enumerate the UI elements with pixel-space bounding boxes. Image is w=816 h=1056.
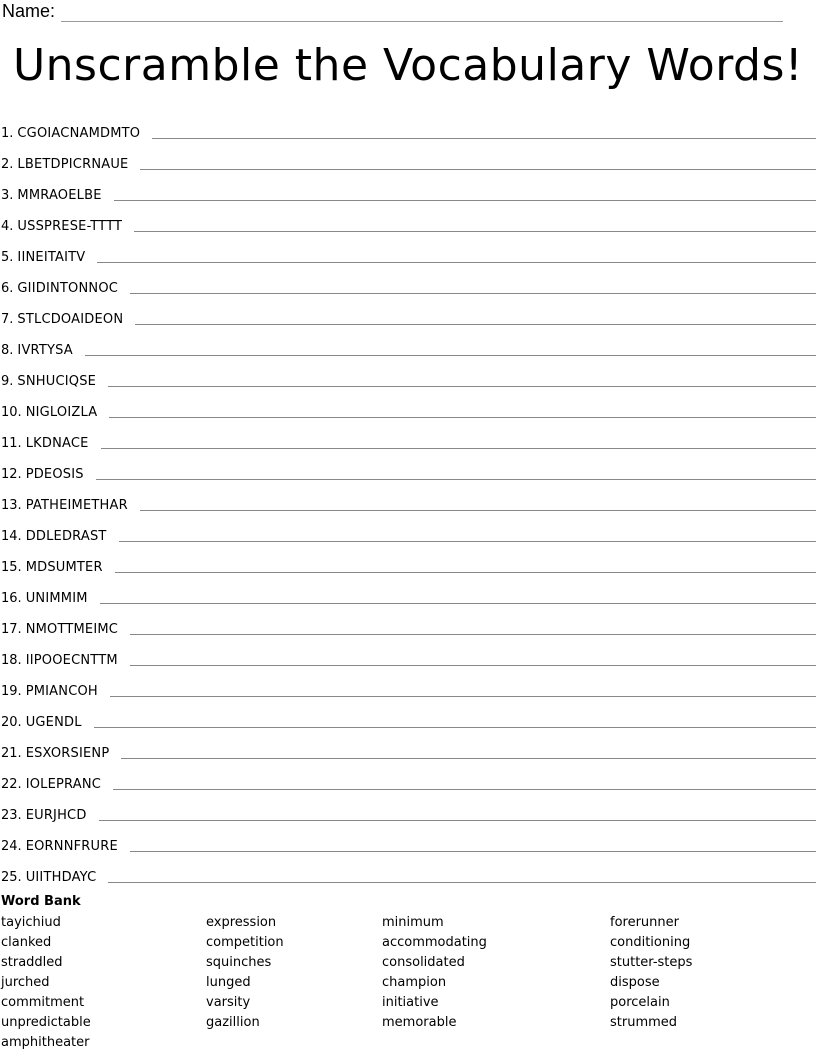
scramble-item: [0, 730, 816, 761]
worksheet-title: Unscramble the Vocabulary Words!: [12, 40, 804, 91]
item-number: 15.: [1, 560, 22, 575]
word-bank-column-1: [1, 913, 91, 1053]
scrambled-word: LBETDPICRNAUE: [17, 157, 129, 172]
item-number: 10.: [1, 405, 22, 420]
item-number: 13.: [1, 498, 22, 513]
scrambled-word: PATHEIMETHAR: [25, 498, 128, 513]
scramble-item: [0, 544, 816, 575]
word-bank-word: conditioning: [610, 935, 691, 950]
item-number: 11.: [1, 436, 22, 451]
scrambled-word: UNIMMIM: [25, 591, 88, 606]
scramble-item: [0, 327, 816, 358]
scrambled-word-list: [0, 110, 816, 885]
word-bank-word: competition: [206, 935, 284, 950]
item-number: 12.: [1, 467, 22, 482]
scramble-item: [0, 854, 816, 885]
word-bank-word: strummed: [610, 1015, 678, 1030]
scramble-item: [0, 637, 816, 668]
word-bank-word: champion: [382, 975, 447, 990]
scramble-item: [0, 792, 816, 823]
scrambled-word: NMOTTMEIMC: [25, 622, 119, 637]
item-number: 4.: [1, 219, 14, 234]
name-field-row: [2, 0, 792, 22]
item-number: 19.: [1, 684, 22, 699]
scrambled-word: ESXORSIENP: [25, 746, 110, 761]
word-bank-word: clanked: [1, 935, 52, 950]
item-number: 8.: [1, 343, 14, 358]
scramble-item: [0, 234, 816, 265]
scrambled-word: GIIDINTONNOC: [17, 281, 119, 296]
scrambled-word: IOLEPRANC: [25, 777, 102, 792]
scrambled-word: DDLEDRAST: [25, 529, 107, 544]
answer-line[interactable]: [108, 374, 816, 387]
item-number: 16.: [1, 591, 22, 606]
scramble-item: [0, 265, 816, 296]
scramble-item: [0, 203, 816, 234]
word-bank-column-4: [610, 913, 692, 1033]
word-bank-word: lunged: [206, 975, 251, 990]
word-bank-word: gazillion: [206, 1015, 260, 1030]
word-bank-word: varsity: [206, 995, 251, 1010]
word-bank-word: squinches: [206, 955, 272, 970]
item-number: 6.: [1, 281, 14, 296]
answer-line[interactable]: [114, 188, 816, 201]
answer-line[interactable]: [134, 219, 816, 232]
word-bank-word: consolidated: [382, 955, 465, 970]
word-bank-word: unpredictable: [1, 1015, 91, 1030]
word-bank-word: jurched: [1, 975, 50, 990]
answer-line[interactable]: [100, 591, 816, 604]
answer-line[interactable]: [97, 250, 816, 263]
word-bank-word: memorable: [382, 1015, 457, 1030]
scramble-item: [0, 420, 816, 451]
scramble-item: [0, 513, 816, 544]
answer-line[interactable]: [130, 281, 816, 294]
scrambled-word: PDEOSIS: [25, 467, 84, 482]
answer-line[interactable]: [110, 684, 816, 697]
word-bank-word: porcelain: [610, 995, 670, 1010]
scrambled-word: MDSUMTER: [25, 560, 103, 575]
answer-line[interactable]: [140, 498, 816, 511]
answer-line[interactable]: [121, 746, 816, 759]
word-bank-word: minimum: [382, 915, 444, 930]
item-number: 23.: [1, 808, 22, 823]
scramble-item: [0, 358, 816, 389]
scrambled-word: CGOIACNAMDMTO: [17, 126, 141, 141]
word-bank-word: commitment: [1, 995, 85, 1010]
answer-line[interactable]: [113, 777, 816, 790]
scramble-item: [0, 451, 816, 482]
item-number: 2.: [1, 157, 14, 172]
word-bank-title: Word Bank: [1, 894, 81, 909]
answer-line[interactable]: [94, 715, 816, 728]
scrambled-word: IVRTYSA: [17, 343, 73, 358]
scramble-item: [0, 699, 816, 730]
answer-line[interactable]: [140, 157, 816, 170]
item-number: 7.: [1, 312, 14, 327]
word-bank-column-2: [206, 913, 284, 1033]
scramble-item: [0, 482, 816, 513]
scrambled-word: NIGLOIZLA: [25, 405, 98, 420]
item-number: 20.: [1, 715, 22, 730]
word-bank-word: straddled: [1, 955, 63, 970]
item-number: 21.: [1, 746, 22, 761]
scrambled-word: STLCDOAIDEON: [17, 312, 124, 327]
item-number: 14.: [1, 529, 22, 544]
answer-line[interactable]: [130, 622, 816, 635]
answer-line[interactable]: [108, 870, 816, 883]
scrambled-word: EORNNFRURE: [25, 839, 118, 854]
word-bank-word: stutter-steps: [610, 955, 693, 970]
answer-line[interactable]: [99, 808, 816, 821]
scramble-item: [0, 606, 816, 637]
scrambled-word: IIPOOECNTTM: [25, 653, 118, 668]
item-number: 18.: [1, 653, 22, 668]
answer-line[interactable]: [115, 560, 816, 573]
word-bank-word: expression: [206, 915, 277, 930]
answer-line[interactable]: [152, 126, 816, 139]
scramble-item: [0, 389, 816, 420]
scramble-item: [0, 141, 816, 172]
scrambled-word: LKDNACE: [25, 436, 89, 451]
answer-line[interactable]: [119, 529, 816, 542]
item-number: 5.: [1, 250, 14, 265]
scrambled-word: SNHUCIQSE: [17, 374, 97, 389]
word-bank-word: initiative: [382, 995, 439, 1010]
answer-line[interactable]: [109, 405, 816, 418]
scrambled-word: PMIANCOH: [25, 684, 98, 699]
scramble-item: [0, 296, 816, 327]
item-number: 1.: [1, 126, 14, 141]
answer-line[interactable]: [130, 653, 816, 666]
item-number: 3.: [1, 188, 14, 203]
scramble-item: [0, 172, 816, 203]
word-bank-word: accommodating: [382, 935, 487, 950]
item-number: 25.: [1, 870, 22, 885]
answer-line[interactable]: [135, 312, 816, 325]
answer-line[interactable]: [96, 467, 816, 480]
answer-line[interactable]: [101, 436, 816, 449]
answer-line[interactable]: [130, 839, 816, 852]
word-bank-word: amphitheater: [1, 1035, 90, 1050]
scrambled-word: IINEITAITV: [17, 250, 86, 265]
scrambled-word: USSPRESE-TTTT: [17, 219, 123, 234]
scrambled-word: EURJHCD: [25, 808, 87, 823]
scrambled-word: UIITHDAYC: [25, 870, 97, 885]
item-number: 22.: [1, 777, 22, 792]
word-bank-word: forerunner: [610, 915, 679, 930]
scramble-item: [0, 668, 816, 699]
item-number: 17.: [1, 622, 22, 637]
scrambled-word: MMRAOELBE: [17, 188, 102, 203]
word-bank-column-3: [382, 913, 487, 1033]
item-number: 9.: [1, 374, 14, 389]
scramble-item: [0, 110, 816, 141]
word-bank-word: dispose: [610, 975, 660, 990]
answer-line[interactable]: [85, 343, 816, 356]
scrambled-word: UGENDL: [25, 715, 82, 730]
name-label: Name:: [2, 1, 56, 21]
scramble-item: [0, 575, 816, 606]
scramble-item: [0, 823, 816, 854]
item-number: 24.: [1, 839, 22, 854]
scramble-item: [0, 761, 816, 792]
name-input-line[interactable]: [61, 5, 783, 22]
word-bank-word: tayichiud: [1, 915, 61, 930]
